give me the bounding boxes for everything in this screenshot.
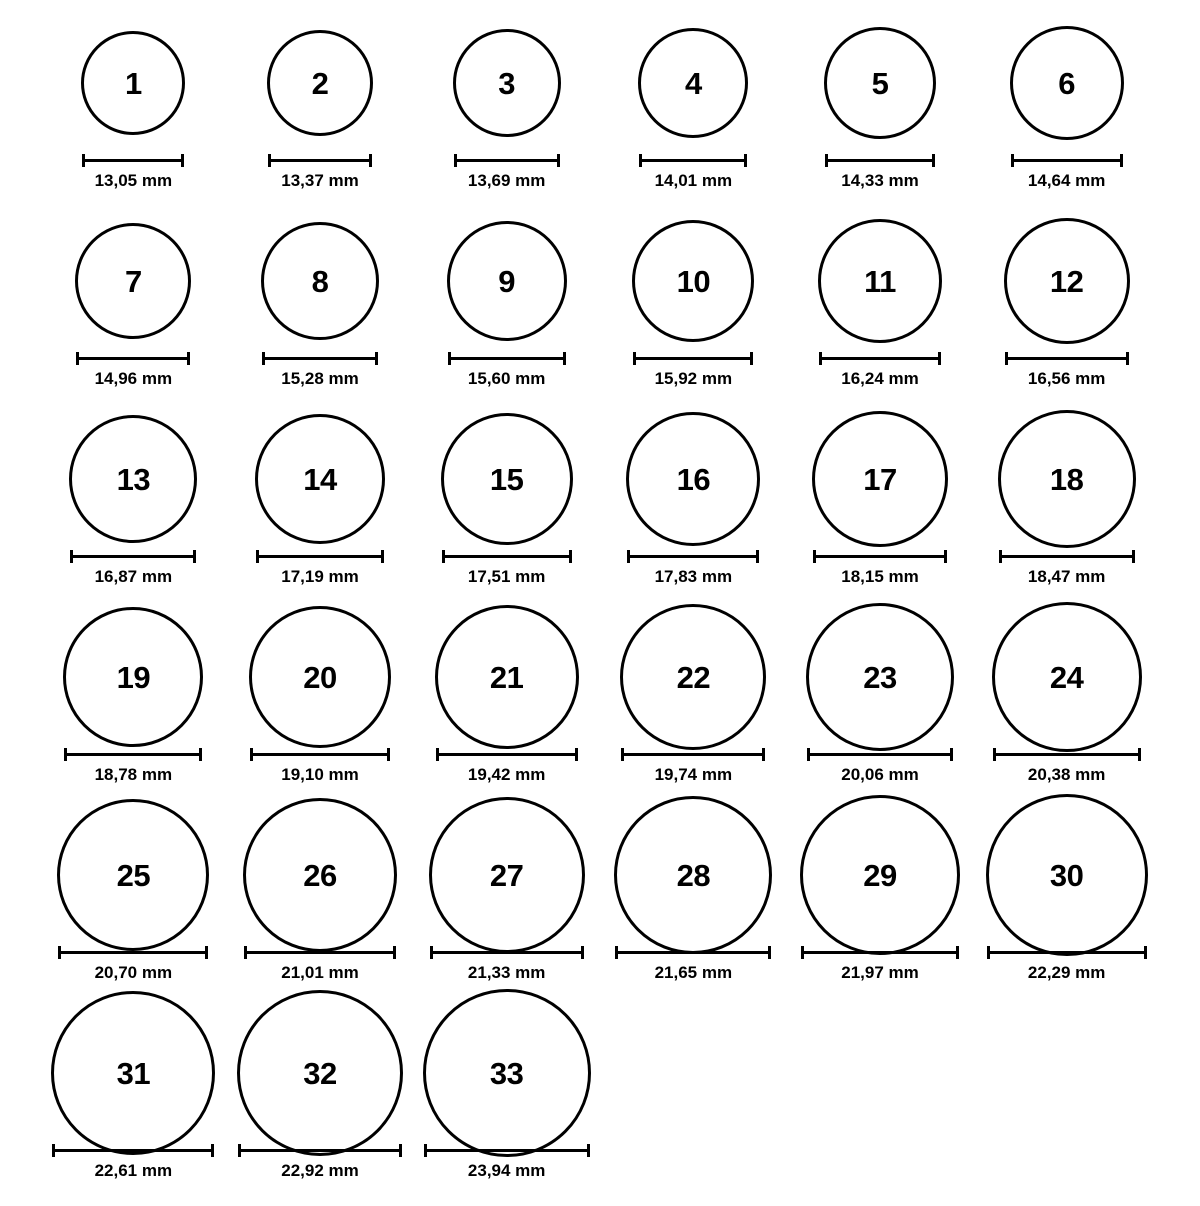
ring-size-number: 2	[311, 65, 329, 101]
ring-size-number: 23	[863, 659, 897, 695]
dimension-tick-right-icon	[557, 154, 560, 167]
dimension-bar-icon	[244, 946, 396, 958]
dimension-bar-icon	[262, 352, 378, 364]
ring-circle-wrap	[638, 18, 748, 148]
ring-circle-icon	[69, 415, 197, 543]
ring-size-number: 9	[498, 263, 516, 299]
ring-circle-icon	[632, 220, 754, 342]
ring-circle-wrap	[255, 414, 385, 544]
ring-size-cell	[413, 1008, 600, 1206]
dimension-bar-icon	[442, 550, 572, 562]
dimension-tick-left-icon	[436, 748, 439, 761]
ring-diameter-label: 15,92 mm	[654, 369, 733, 388]
ring-circle-icon	[447, 221, 567, 341]
dimension-tick-right-icon	[369, 154, 372, 167]
ring-circle-icon	[818, 219, 942, 343]
ring-size-cell	[413, 612, 600, 810]
ring-size-cell	[227, 810, 414, 1008]
ring-size-number: 20	[303, 659, 337, 695]
dimension-bar-icon	[1011, 154, 1123, 166]
dimension-tick-left-icon	[621, 748, 624, 761]
ring-size-number: 4	[684, 65, 702, 101]
dimension-tick-left-icon	[70, 550, 73, 563]
dimension-bar-icon	[813, 550, 947, 562]
ring-circle-icon	[261, 222, 379, 340]
ring-size-cell	[227, 18, 414, 216]
ring-diameter-label: 16,56 mm	[1027, 369, 1106, 388]
ring-size-number: 18	[1049, 461, 1084, 497]
dimension-tick-right-icon	[1144, 946, 1147, 959]
dimension-bar-icon	[238, 1144, 402, 1156]
ring-circle-wrap	[435, 612, 579, 742]
ring-size-number: 17	[863, 461, 897, 497]
ring-circle-icon	[1010, 26, 1124, 140]
ring-circle-icon	[435, 605, 579, 749]
ring-size-cell	[413, 414, 600, 612]
ring-circle-icon	[267, 30, 373, 136]
ring-diameter-label: 18,47 mm	[1027, 567, 1106, 586]
ring-diameter-label: 22,61 mm	[94, 1161, 173, 1180]
dimension-tick-right-icon	[381, 550, 384, 563]
ring-size-grid	[40, 18, 1160, 1206]
ring-circle-wrap	[1010, 18, 1124, 148]
dimension-bar-icon	[993, 748, 1141, 760]
ring-circle-icon	[614, 796, 772, 954]
dimension-tick-left-icon	[639, 154, 642, 167]
dimension-tick-right-icon	[193, 550, 196, 563]
dimension-tick-right-icon	[399, 1144, 402, 1157]
ring-size-number: 6	[1058, 65, 1076, 101]
ring-size-cell	[413, 810, 600, 1008]
dimension-tick-right-icon	[569, 550, 572, 563]
dimension-tick-left-icon	[424, 1144, 427, 1157]
ring-diameter-label: 18,15 mm	[841, 567, 919, 586]
ring-size-cell	[600, 18, 787, 216]
dimension-tick-right-icon	[587, 1144, 590, 1157]
dimension-tick-left-icon	[256, 550, 259, 563]
ring-size-cell	[227, 1008, 414, 1206]
ring-circle-icon	[812, 411, 948, 547]
ring-size-cell	[227, 612, 414, 810]
ring-size-cell	[787, 216, 974, 414]
ring-circle-wrap	[51, 1008, 215, 1138]
dimension-bar-icon	[633, 352, 753, 364]
ring-size-cell	[973, 810, 1160, 1008]
dimension-bar-icon	[999, 550, 1135, 562]
dimension-bar-icon	[825, 154, 935, 166]
ring-diameter-label: 18,78 mm	[94, 765, 173, 784]
dimension-tick-left-icon	[58, 946, 61, 959]
ring-diameter-label: 19,74 mm	[654, 765, 733, 784]
dimension-tick-left-icon	[1005, 352, 1008, 365]
ring-circle-wrap	[81, 18, 185, 148]
ring-size-cell	[787, 414, 974, 612]
ring-diameter-label: 14,33 mm	[841, 171, 919, 190]
dimension-tick-right-icon	[575, 748, 578, 761]
dimension-tick-left-icon	[801, 946, 804, 959]
ring-size-cell	[600, 612, 787, 810]
ring-size-cell	[40, 216, 227, 414]
dimension-tick-right-icon	[950, 748, 953, 761]
dimension-bar-icon	[430, 946, 584, 958]
ring-size-number: 1	[124, 65, 142, 101]
dimension-tick-right-icon	[393, 946, 396, 959]
dimension-tick-right-icon	[1132, 550, 1135, 563]
ring-size-number: 12	[1049, 263, 1084, 299]
dimension-bar-icon	[76, 352, 190, 364]
ring-circle-wrap	[237, 1008, 403, 1138]
dimension-tick-left-icon	[244, 946, 247, 959]
dimension-tick-left-icon	[250, 748, 253, 761]
ring-diameter-label: 19,42 mm	[467, 765, 546, 784]
ring-circle-icon	[998, 410, 1136, 548]
dimension-tick-left-icon	[987, 946, 990, 959]
ring-diameter-label: 19,10 mm	[281, 765, 359, 784]
ring-size-cell	[40, 810, 227, 1008]
ring-size-cell	[227, 216, 414, 414]
dimension-tick-right-icon	[1120, 154, 1123, 167]
ring-circle-icon	[429, 797, 585, 953]
ring-circle-wrap	[447, 216, 567, 346]
dimension-bar-icon	[621, 748, 765, 760]
ring-circle-wrap	[261, 216, 379, 346]
ring-diameter-label: 14,96 mm	[94, 369, 173, 388]
dimension-tick-left-icon	[993, 748, 996, 761]
ring-size-number: 28	[676, 857, 711, 893]
ring-circle-wrap	[992, 612, 1142, 742]
ring-diameter-label: 23,94 mm	[467, 1161, 546, 1180]
ring-diameter-label: 22,92 mm	[281, 1161, 359, 1180]
dimension-bar-icon	[70, 550, 196, 562]
dimension-tick-right-icon	[744, 154, 747, 167]
ring-size-number: 25	[116, 857, 151, 893]
dimension-bar-icon	[64, 748, 202, 760]
ring-circle-wrap	[453, 18, 561, 148]
dimension-tick-right-icon	[750, 352, 753, 365]
ring-size-number: 27	[489, 857, 524, 893]
ring-circle-wrap	[998, 414, 1136, 544]
ring-circle-wrap	[423, 1008, 591, 1138]
dimension-tick-right-icon	[563, 352, 566, 365]
ring-circle-wrap	[812, 414, 948, 544]
ring-size-cell	[787, 810, 974, 1008]
dimension-tick-right-icon	[762, 748, 765, 761]
ring-size-number: 7	[124, 263, 142, 299]
ring-size-cell	[600, 216, 787, 414]
ring-size-cell	[973, 216, 1160, 414]
dimension-bar-icon	[436, 748, 578, 760]
dimension-bar-icon	[627, 550, 759, 562]
dimension-bar-icon	[256, 550, 384, 562]
ring-diameter-label: 15,60 mm	[467, 369, 546, 388]
ring-diameter-label: 17,19 mm	[281, 567, 359, 586]
ring-size-number: 3	[498, 65, 516, 101]
ring-diameter-label: 21,97 mm	[841, 963, 919, 982]
ring-diameter-label: 17,83 mm	[654, 567, 733, 586]
ring-size-cell	[973, 612, 1160, 810]
ring-size-number: 30	[1049, 857, 1084, 893]
dimension-bar-icon	[615, 946, 771, 958]
ring-circle-wrap	[429, 810, 585, 940]
ring-diameter-label: 21,65 mm	[654, 963, 733, 982]
ring-size-number: 32	[303, 1055, 337, 1091]
ring-size-number: 15	[489, 461, 524, 497]
ring-size-cell	[973, 414, 1160, 612]
ring-circle-icon	[986, 794, 1148, 956]
ring-size-cell	[787, 612, 974, 810]
ring-size-cell	[600, 414, 787, 612]
dimension-tick-right-icon	[932, 154, 935, 167]
ring-circle-wrap	[614, 810, 772, 940]
dimension-tick-right-icon	[387, 748, 390, 761]
ring-diameter-label: 21,33 mm	[467, 963, 546, 982]
ring-circle-icon	[800, 795, 960, 955]
ring-circle-wrap	[249, 612, 391, 742]
ring-circle-wrap	[626, 414, 760, 544]
dimension-tick-right-icon	[375, 352, 378, 365]
ring-size-number: 8	[311, 263, 329, 299]
dimension-tick-right-icon	[944, 550, 947, 563]
ring-circle-icon	[453, 29, 561, 137]
dimension-tick-right-icon	[199, 748, 202, 761]
ring-diameter-label: 21,01 mm	[281, 963, 359, 982]
dimension-tick-left-icon	[454, 154, 457, 167]
ring-circle-wrap	[800, 810, 960, 940]
ring-circle-icon	[81, 31, 185, 135]
dimension-tick-left-icon	[807, 748, 810, 761]
ring-size-cell	[787, 18, 974, 216]
dimension-tick-right-icon	[181, 154, 184, 167]
dimension-tick-right-icon	[581, 946, 584, 959]
dimension-tick-left-icon	[268, 154, 271, 167]
dimension-bar-icon	[454, 154, 560, 166]
ring-diameter-label: 20,38 mm	[1027, 765, 1106, 784]
ring-size-cell	[40, 414, 227, 612]
ring-circle-icon	[237, 990, 403, 1156]
dimension-tick-right-icon	[211, 1144, 214, 1157]
ring-circle-icon	[1004, 218, 1130, 344]
dimension-tick-right-icon	[938, 352, 941, 365]
dimension-tick-right-icon	[956, 946, 959, 959]
ring-circle-wrap	[986, 810, 1148, 940]
ring-diameter-label: 17,51 mm	[467, 567, 546, 586]
ring-circle-icon	[243, 798, 397, 952]
dimension-tick-left-icon	[262, 352, 265, 365]
ring-size-cell	[40, 18, 227, 216]
dimension-tick-left-icon	[999, 550, 1002, 563]
ring-circle-wrap	[75, 216, 191, 346]
dimension-tick-left-icon	[627, 550, 630, 563]
dimension-tick-left-icon	[615, 946, 618, 959]
ring-size-number: 26	[303, 857, 337, 893]
ring-circle-icon	[57, 799, 209, 951]
ring-diameter-label: 20,06 mm	[841, 765, 919, 784]
ring-diameter-label: 13,69 mm	[467, 171, 546, 190]
ring-size-number: 33	[489, 1055, 524, 1091]
ring-size-number: 16	[676, 461, 711, 497]
dimension-bar-icon	[268, 154, 372, 166]
ring-circle-icon	[249, 606, 391, 748]
dimension-bar-icon	[82, 154, 184, 166]
ring-diameter-label: 20,70 mm	[94, 963, 173, 982]
ring-circle-wrap	[69, 414, 197, 544]
ring-size-number: 11	[864, 263, 896, 299]
ring-circle-icon	[255, 414, 385, 544]
ring-diameter-label: 13,05 mm	[94, 171, 173, 190]
dimension-bar-icon	[987, 946, 1147, 958]
ring-diameter-label: 16,24 mm	[841, 369, 919, 388]
dimension-tick-right-icon	[205, 946, 208, 959]
dimension-bar-icon	[58, 946, 208, 958]
ring-diameter-label: 15,28 mm	[281, 369, 359, 388]
dimension-bar-icon	[424, 1144, 590, 1156]
dimension-bar-icon	[639, 154, 747, 166]
ring-size-number: 5	[871, 65, 889, 101]
ring-circle-icon	[824, 27, 936, 139]
dimension-tick-left-icon	[448, 352, 451, 365]
ring-size-cell	[40, 612, 227, 810]
ring-diameter-label: 16,87 mm	[94, 567, 173, 586]
ring-size-number: 21	[489, 659, 524, 695]
ring-circle-icon	[638, 28, 748, 138]
ring-circle-wrap	[632, 216, 754, 346]
dimension-bar-icon	[250, 748, 390, 760]
ring-circle-wrap	[818, 216, 942, 346]
dimension-tick-left-icon	[76, 352, 79, 365]
ring-circle-wrap	[63, 612, 203, 742]
ring-circle-wrap	[1004, 216, 1130, 346]
ring-diameter-label: 14,01 mm	[654, 171, 733, 190]
ring-diameter-label: 13,37 mm	[281, 171, 359, 190]
ring-circle-wrap	[57, 810, 209, 940]
dimension-tick-right-icon	[1126, 352, 1129, 365]
ring-circle-icon	[626, 412, 760, 546]
ring-circle-wrap	[620, 612, 766, 742]
ring-circle-icon	[423, 989, 591, 1157]
dimension-tick-left-icon	[82, 154, 85, 167]
ring-size-cell	[973, 18, 1160, 216]
dimension-bar-icon	[819, 352, 941, 364]
ring-diameter-label: 14,64 mm	[1027, 171, 1106, 190]
ring-size-number: 31	[116, 1055, 151, 1091]
dimension-bar-icon	[52, 1144, 214, 1156]
ring-circle-icon	[63, 607, 203, 747]
dimension-tick-left-icon	[52, 1144, 55, 1157]
ring-size-number: 29	[863, 857, 897, 893]
dimension-tick-right-icon	[1138, 748, 1141, 761]
ring-circle-icon	[620, 604, 766, 750]
ring-size-number: 13	[116, 461, 151, 497]
ring-size-number: 22	[676, 659, 711, 695]
ring-size-number: 19	[116, 659, 151, 695]
dimension-tick-left-icon	[430, 946, 433, 959]
ring-size-number: 14	[303, 461, 337, 497]
dimension-bar-icon	[1005, 352, 1129, 364]
dimension-tick-left-icon	[633, 352, 636, 365]
ring-circle-icon	[51, 991, 215, 1155]
ring-size-cell	[40, 1008, 227, 1206]
dimension-tick-left-icon	[1011, 154, 1014, 167]
ring-circle-wrap	[824, 18, 936, 148]
dimension-bar-icon	[801, 946, 959, 958]
ring-size-cell	[413, 18, 600, 216]
dimension-tick-left-icon	[442, 550, 445, 563]
ring-size-cell	[600, 810, 787, 1008]
ring-circle-icon	[75, 223, 191, 339]
dimension-bar-icon	[448, 352, 566, 364]
dimension-tick-left-icon	[813, 550, 816, 563]
ring-circle-wrap	[806, 612, 954, 742]
ring-size-cell	[227, 414, 414, 612]
dimension-bar-icon	[807, 748, 953, 760]
dimension-tick-left-icon	[238, 1144, 241, 1157]
ring-size-number: 24	[1049, 659, 1084, 695]
ring-circle-icon	[441, 413, 573, 545]
dimension-tick-right-icon	[768, 946, 771, 959]
ring-circle-wrap	[267, 18, 373, 148]
dimension-tick-left-icon	[64, 748, 67, 761]
ring-circle-wrap	[243, 810, 397, 940]
dimension-tick-right-icon	[187, 352, 190, 365]
ring-size-number: 10	[676, 263, 711, 299]
ring-circle-wrap	[441, 414, 573, 544]
ring-size-cell	[413, 216, 600, 414]
dimension-tick-left-icon	[819, 352, 822, 365]
ring-diameter-label: 22,29 mm	[1027, 963, 1106, 982]
ring-circle-icon	[806, 603, 954, 751]
dimension-tick-right-icon	[756, 550, 759, 563]
dimension-tick-left-icon	[825, 154, 828, 167]
ring-circle-icon	[992, 602, 1142, 752]
